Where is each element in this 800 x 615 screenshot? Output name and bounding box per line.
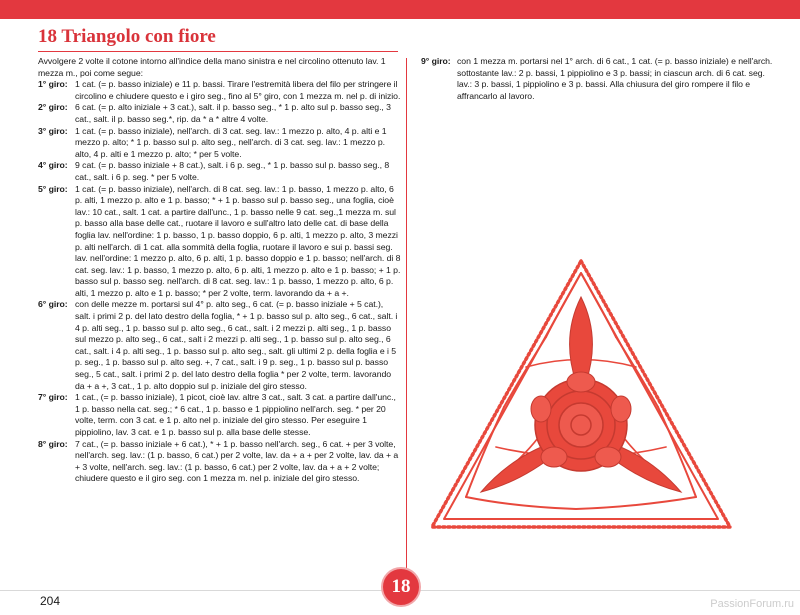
instructions-left-column [38,56,401,485]
watermark: PassionForum.ru [710,598,794,610]
round-4 [38,160,401,183]
title-underline [38,51,398,52]
crochet-triangle-photo [426,257,736,539]
chapter-number-badge: 18 [381,567,421,607]
round-text: 1 cat. (= p. basso iniziale), nell'arch. di 8 cat. seg. lav.: 1 p. basso, 1 mezzo p. alto, 6 p. alti, 1 mezzo p. alto e 1 p. basso; * + 1 p. basso sul p. basso seg., una foglia, cioè lav.: 10 cat., salt. 1 cat. a partire dall'unc., 1 p. basso nelle 9 cat. seg.,1 mezza m. sul p. basso alla base delle cat., ruotare il lavoro e sull'altro lato delle cat. di base della foglia lav. nell'ordine: 1 p. basso, 1 p. basso doppio, 6 p. alti, 1 mezzo p. alto, 3 mezzi p. alti nell'arch. di 1 cat. alla sommità della foglia, ruotare il lavoro e sui p. bassi seg. lav. nell'ordine: 1 mezzo p. alto, 6 p. alti, 1 p. basso doppio e 1 p. basso; nell'arch. di 8 cat. seg. lav.: 1 p. basso, 1 mezzo p. alto, 6 p. alti, 1 mezzo p. alto e 1 p. basso; + 1 p. basso sul p. basso seg. nell'arch. di 8 cat. seg. lav.: 1 p. basso, 1 mezzo p. alto, 6 p. alti, 1 mezzo p. alto e 1 p. basso; * per 2 volte, term. lavorando da + a +. [75,183,401,298]
round-label: 3° giro: [38,125,68,136]
round-text: 1 cat., (= p. basso iniziale), 1 picot, cioè lav. altre 3 cat., salt. 3 cat. a partire dall'unc., 1 p. basso nella cat. seg.; * 6 cat., 1 p. basso e 1 pippiolino nell'arch. seg. * per 20 volte, term. con 3 cat. e 1 p. alto nel p. iniziale del giro stesso. Per eseguire 1 pippiolino, lav. 3 cat. e 1 p. basso sul p. alla base delle stesse. [75,392,396,437]
round-text: 7 cat., (= p. basso iniziale + 6 cat.), * + 1 p. basso nell'arch. seg., 6 cat. + per 3 volte, nell'arch. seg. lav.: (1 p. basso, 6 cat.) per 2 volte, lav. da + a + per 2 volte, lav. da + a + 3 volte, nell'arch. seg. lav.: (1 p. basso, 6 cat.) per 2 volte, lav. da + a + 2 volte; chiudere questo e il giro seg. con 1 mezza m. nel p. iniziale del giro stesso. [75,438,399,484]
top-accent-bar [0,0,800,19]
instructions-right-column [421,56,781,102]
round-label: 9° giro: [421,56,451,66]
round-2 [38,102,401,125]
intro-paragraph: Avvolgere 2 volte il cotone intorno all'indice della mano sinistra e nel circolino ottenuto lav. 1 mezza m., poi come segue: [38,56,386,78]
round-label: 8° giro: [38,438,68,449]
round-text: 1 cat. (= p. basso iniziale) e 11 p. bassi. Tirare l'estremità libera del filo per stringere il circolino e chiudere questo e i giro seg., fino al 5° giro, con 1 mezza m. nel p. di inizio. [75,79,401,101]
round-9 [421,56,781,102]
round-8 [38,439,401,485]
round-text: 1 cat. (= p. basso iniziale), nell'arch. di 3 cat. seg. lav.: 1 mezzo p. alto, 4 p. alti e 1 mezzo p. alto; * 1 p. basso sul p. alto seg., nell'arch. di 3 cat. seg. lav.: 1 mezzo p. alto, 4 p. alti e 1 mezzo p. alto; * per 5 volte. [75,125,387,159]
page-number: 204 [40,594,61,608]
round-5 [38,184,401,300]
round-label: 5° giro: [38,183,68,194]
round-label: 4° giro: [38,160,68,171]
column-divider [406,58,407,573]
round-label: 6° giro: [38,299,68,310]
round-text: 6 cat. (= p. alto iniziale + 3 cat.), salt. il p. basso seg., * 1 p. alto sul p. basso seg., 3 cat., salt. il p. basso seg.*, rip. da * a * altre 4 volte. [75,102,391,124]
round-text: con delle mezze m. portarsi sul 4° p. alto seg., 6 cat. (= p. basso iniziale + 5 cat.), salt. i primi 2 p. del lato destro della foglia, * + 1 p. basso sul p. alto seg., 6 cat., salt. i 4 p. alti seg., 1 p. basso sul p. alto seg., 6 cat., salt. i 2 mezzi p. alti seg., 1 p. basso sul mezzo p. alto seg., 6 cat., salt i 2 mezzi p. alti seg., 1 p. basso sul p. alto seg., 6 cat., salt. i 4 p. alti seg., 1 p. basso sul p. alto seg., salt. gli ultimi 2 p. della foglia e i 5 p. seg., 1 p. basso sul p. alto seg. +, 7 cat., salt. i 9 p. seg., 1 p. basso sul p. basso seg., 5 cat., salt. i primi 2 p. del lato destro della foglia * per 2 volte, term. lavorando da + a +, 3 cat., 1 p. alto doppio sul p. iniziale del giro stesso. [75,299,398,391]
round-7 [38,392,401,438]
round-1 [38,79,401,102]
round-label: 1° giro: [38,79,68,90]
round-3 [38,126,401,161]
round-label: 2° giro: [38,102,68,113]
round-6 [38,299,401,392]
round-label: 7° giro: [38,392,68,403]
round-text: 9 cat. (= p. basso iniziale + 8 cat.), salt. i 6 p. seg., * 1 p. basso sul p. basso seg., 8 cat., salt. i 6 p. seg. * per 5 volte. [75,160,390,182]
page-title: 18 Triangolo con fiore [38,26,216,47]
round-text: con 1 mezza m. portarsi nel 1° arch. di 6 cat., 1 cat. (= p. basso iniziale) e nell'arch. sottostante lav.: 2 p. bassi, 1 pippiolino e 3 p. bassi; in ciascun arch. di 6 cat. seg. lav.: 3 p. bassi, 1 pippiolino e 3 p. bassi. Alla chiusura del giro rompere il filo e affrancarlo al lavoro. [457,56,773,101]
